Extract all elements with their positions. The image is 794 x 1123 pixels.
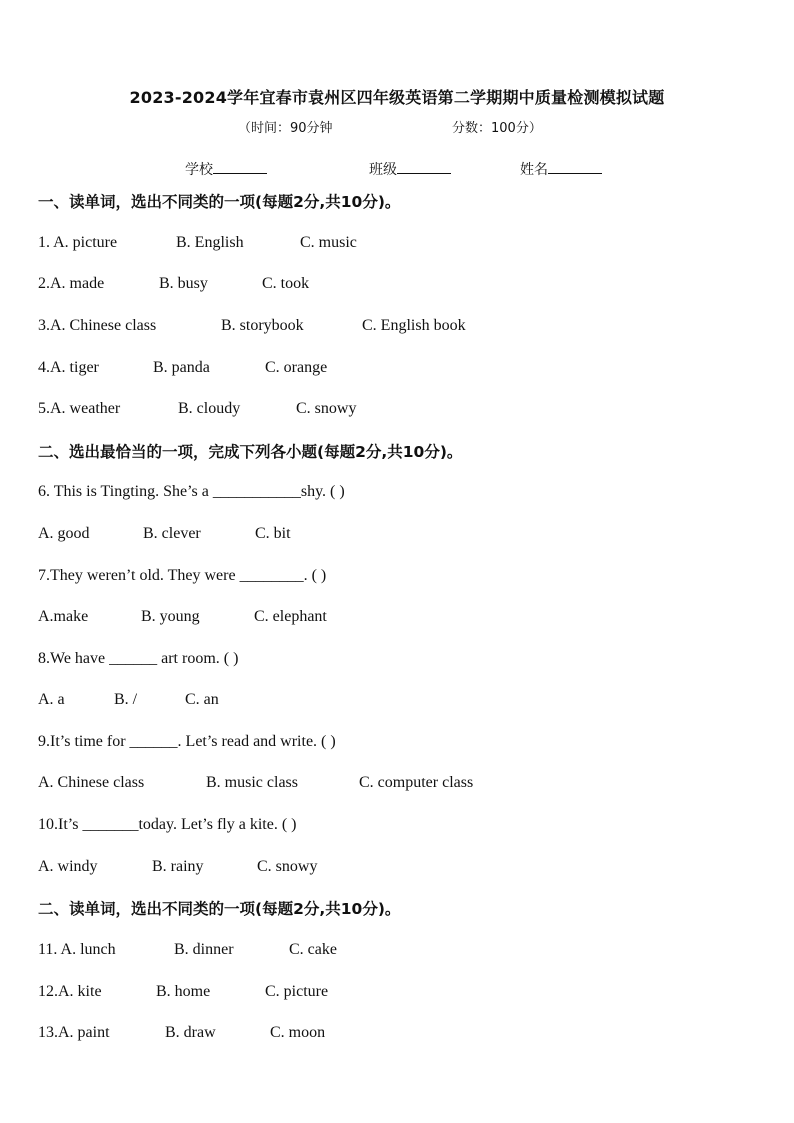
exam-time: （时间：90分钟 <box>238 121 333 136</box>
option-c: C. English book <box>362 317 466 334</box>
option-a: A. windy <box>38 858 98 875</box>
exam-score: 分数：100分） <box>452 121 542 136</box>
option-a: 3.A. Chinese class <box>38 317 157 334</box>
option-c: C. cake <box>289 941 337 958</box>
page-title: 2023-2024学年宜春市袁州区四年级英语第二学期期中质量检测模拟试题 <box>129 88 665 107</box>
option-c: C. bit <box>255 525 291 542</box>
school-label: 学校 <box>185 162 213 178</box>
option-a: 5.A. weather <box>38 400 121 417</box>
option-b: B. draw <box>165 1024 216 1041</box>
option-b: B. English <box>176 234 244 251</box>
option-b: B. home <box>156 983 211 1000</box>
class-label: 班级 <box>369 162 397 178</box>
option-a: 4.A. tiger <box>38 359 99 376</box>
option-a: A.make <box>38 608 89 625</box>
section-heading: 一、读单词，选出不同类的一项(每题2分,共10分)。 <box>38 193 401 211</box>
option-c: C. an <box>185 691 219 708</box>
option-a: 1. A. picture <box>38 234 118 251</box>
name-blank <box>548 159 602 174</box>
option-b: B. dinner <box>174 941 234 958</box>
option-c: C. picture <box>265 983 329 1000</box>
section-heading: 二、选出最恰当的一项，完成下列各小题(每题2分,共10分)。 <box>38 443 463 461</box>
option-c: C. computer class <box>359 774 474 791</box>
name-field <box>520 159 602 179</box>
question-text: 7.They weren’t old. They were ________. ( ) <box>38 567 327 584</box>
option-a: A. Chinese class <box>38 774 145 791</box>
option-c: C. took <box>262 275 310 292</box>
question-text: 6. This is Tingting. She’s a ___________shy. ( ) <box>38 483 345 500</box>
option-b: B. storybook <box>221 317 304 334</box>
question-text: 10.It’s _______today. Let’s fly a kite. ( ) <box>38 816 297 833</box>
option-b: B. rainy <box>152 858 204 875</box>
option-b: B. clever <box>143 525 201 542</box>
option-b: B. panda <box>153 359 210 376</box>
option-c: C. music <box>300 234 357 251</box>
option-b: B. cloudy <box>178 400 241 417</box>
option-b: B. music class <box>206 774 298 791</box>
question-text: 8.We have ______ art room. ( ) <box>38 650 239 667</box>
option-c: C. snowy <box>296 400 357 417</box>
option-a: 12.A. kite <box>38 983 102 1000</box>
option-c: C. snowy <box>257 858 318 875</box>
option-c: C. elephant <box>254 608 327 625</box>
school-field <box>185 159 267 179</box>
option-b: B. busy <box>159 275 208 292</box>
class-blank <box>397 159 451 174</box>
option-a: A. a <box>38 691 65 708</box>
name-label: 姓名 <box>520 162 548 178</box>
option-c: C. orange <box>265 359 328 376</box>
option-c: C. moon <box>270 1024 326 1041</box>
option-a: 11. A. lunch <box>38 941 116 958</box>
section-heading: 二、读单词，选出不同类的一项(每题2分,共10分)。 <box>38 900 401 918</box>
option-a: A. good <box>38 525 90 542</box>
school-blank <box>213 159 267 174</box>
option-b: B. young <box>141 608 200 625</box>
option-b: B. / <box>114 691 138 708</box>
question-text: 9.It’s time for ______. Let’s read and write. ( ) <box>38 733 336 750</box>
option-a: 13.A. paint <box>38 1024 110 1041</box>
option-a: 2.A. made <box>38 275 105 292</box>
class-field <box>369 159 451 179</box>
